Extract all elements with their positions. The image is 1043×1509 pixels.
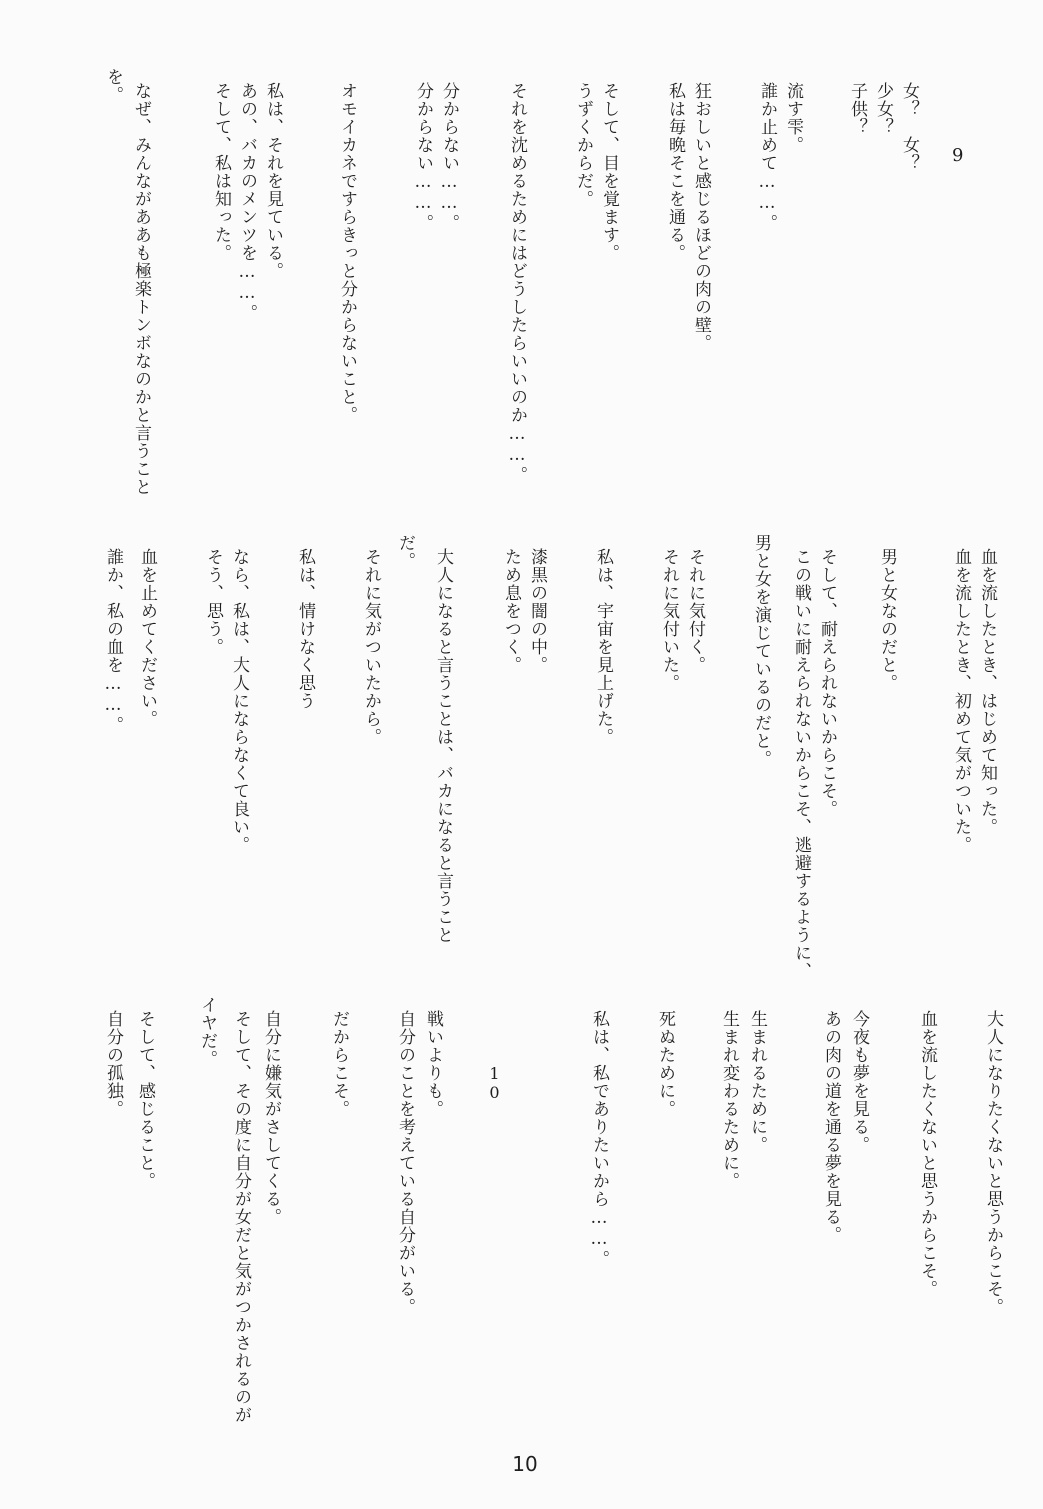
- text-line: 生まれ変わるために。: [719, 1010, 739, 1190]
- text-line: この戦いに耐えられないからこそ、逃避するように、: [791, 548, 811, 980]
- text-line: そして、私は知った。: [211, 82, 231, 262]
- text-line: オモイカネですらきっと分からないこと。: [337, 82, 357, 424]
- text-line: それに気がついたから。: [361, 548, 381, 746]
- text-line: イヤだ。: [197, 996, 217, 1068]
- text-line: 分からない……。: [439, 82, 459, 232]
- text-line: だからこそ。: [329, 1010, 349, 1118]
- text-line: そして、目を覚ます。: [599, 82, 619, 262]
- text-line: 血を流したくないと思うからこそ。: [917, 1010, 937, 1298]
- text-line: 大人になると言うことは、バカになると言うこと: [433, 548, 453, 944]
- text-line: 男と女なのだと。: [877, 548, 897, 692]
- text-line: 分からない……。: [413, 82, 433, 232]
- text-line: だ。: [395, 534, 415, 570]
- text-line: 漆黒の闇の中。: [527, 548, 547, 674]
- text-line: そして、その度に自分が女だと気がつかされるのが: [231, 1010, 251, 1424]
- text-line: それに気付いた。: [659, 548, 679, 692]
- text-line: なら、私は、大人にならなくて良い。: [229, 548, 249, 854]
- text-line: そう、思う。: [203, 548, 223, 656]
- text-line: 自分の孤独。: [103, 1010, 123, 1118]
- text-line: 狂おしいと感じるほどの肉の壁。: [691, 82, 711, 352]
- text-line: 女？ 女？: [899, 82, 919, 172]
- text-line: なぜ、みんながああも極楽トンボなのかと言うこと: [131, 82, 151, 496]
- text-line: 血を止めてください。: [137, 548, 157, 728]
- text-line: 少女？: [873, 82, 893, 136]
- text-line: あの肉の道を通る夢を見る。: [821, 1010, 841, 1244]
- text-line: 生まれるために。: [747, 1010, 767, 1154]
- text-line: そして、感じること。: [135, 1010, 155, 1190]
- section-number-9: 9: [952, 145, 964, 166]
- text-line: 血を流したとき、初めて気がついた。: [951, 548, 971, 854]
- text-line: 大人になりたくないと思うからこそ。: [983, 1010, 1003, 1316]
- text-line: そして、耐えられないからこそ。: [817, 548, 837, 818]
- text-line: 子供？: [847, 82, 867, 136]
- text-line: 私は、私でありたいから……。: [589, 1010, 609, 1268]
- text-line: 自分のことを考えている自分がいる。: [395, 1010, 415, 1316]
- text-line: を。: [103, 68, 123, 104]
- text-line: 誰か、私の血を……。: [103, 548, 123, 734]
- text-line: 自分に嫌気がさしてくる。: [261, 1010, 281, 1226]
- text-line: 血を流したとき、はじめて知った。: [977, 548, 997, 836]
- text-line: ため息をつく。: [501, 548, 521, 674]
- text-line: 誰か止めて……。: [757, 82, 777, 232]
- text-line: 今夜も夢を見る。: [849, 1010, 869, 1154]
- text-line: あの、バカのメンツを……。: [237, 82, 257, 322]
- text-line: 男と女を演じているのだと。: [751, 534, 771, 768]
- text-line: 死ぬために。: [655, 1010, 675, 1118]
- text-line: 戦いよりも。: [423, 1010, 443, 1118]
- text-line: 流す雫。: [783, 82, 803, 154]
- section-number-10: 10: [485, 1064, 504, 1102]
- text-line: 私は、宇宙を見上げた。: [593, 548, 613, 746]
- text-line: それに気付く。: [685, 548, 705, 674]
- text-line: 私は、情けなく思う: [295, 548, 315, 710]
- page-number: 10: [512, 1452, 538, 1476]
- text-line: 私は、それを見ている。: [263, 82, 283, 280]
- text-line: 私は毎晩そこを通る。: [665, 82, 685, 262]
- text-line: それを沈めるためにはどうしたらいいのか……。: [507, 82, 527, 484]
- text-line: うずくからだ。: [573, 82, 593, 208]
